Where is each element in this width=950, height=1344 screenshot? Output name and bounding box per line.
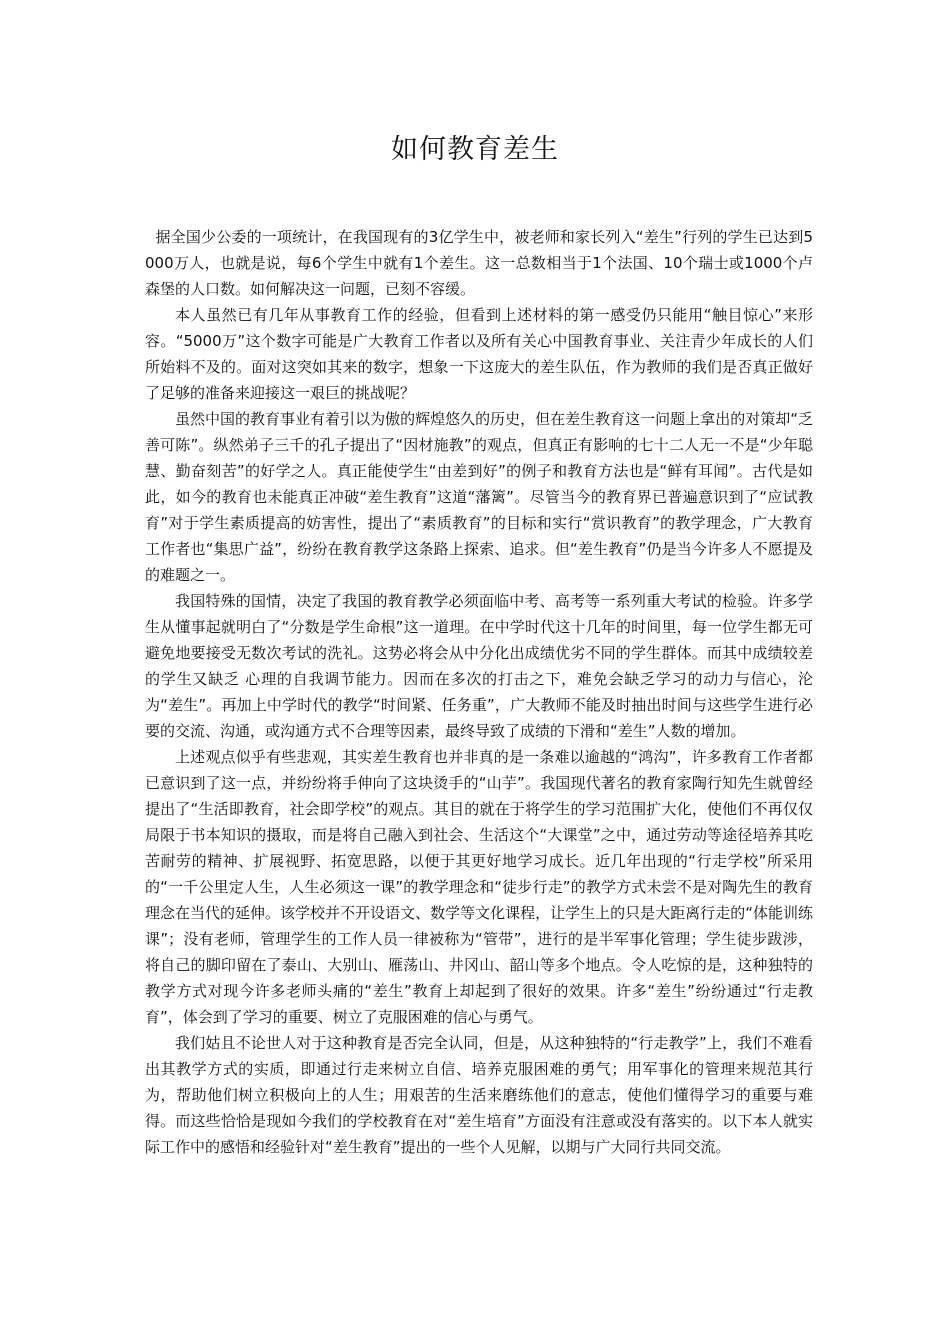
- paragraph-4: 我国特殊的国情，决定了我国的教育教学必须面临中考、高考等一系列重大考试的检验。许多学生从懂事起就明白了“分数是学生命根”这一道理。在中学时代这十几年的时间里，每一位学生都无可避免地要接受无数次考试的洗礼。这势必将会从中分化出成绩优劣不同的学生群体。而其中成绩较差的学生又缺乏 心理的自我调节能力。因而在多次的打击之下，难免会缺乏学习的动力与信心，沦为“差生”。再加上中学时代的教学“时间紧、任务重”，广大教师不能及时抽出时间与这些学生进行必要的交流、沟通，或沟通方式不合理等因素，最终导致了成绩的下滑和“差生”人数的增加。: [145, 592, 813, 740]
- paragraph-5: 上述观点似乎有些悲观，其实差生教育也并非真的是一条难以逾越的“鸿沟”，许多教育工作者都已意识到了这一点，并纷纷将手伸向了这块烫手的“山芋”。我国现代著名的教育家陶行知先生就曾经提出了“生活即教育，社会即学校”的观点。其目的就在于将学生的学习范围扩大化，使他们不再仅仅局限于书本知识的摄取，而是将自己融入到社会、生活这个“大课堂”之中，通过劳动等途径培养其吃苦耐劳的精神、扩展视野、拓宽思路，以便于其更好地学习成长。近几年出现的“行走学校”所采用的“一千公里定人生，人生必须这一课”的教学理念和“徒步行走”的教学方式未尝不是对陶先生的教育理念在当代的延伸。该学校并不开设语文、数学等文化课程，让学生上的只是大距离行走的“体能训练课”；没有老师，管理学生的工作人员一律被称为“管带”，进行的是半军事化管理；学生徒步跋涉，将自己的脚印留在了泰山、大别山、雁荡山、井冈山、韶山等多个地点。令人吃惊的是，这种独特的教学方式对现今许多老师头痛的“差生”教育上却起到了很好的效果。许多“差生”纷纷通过“行走教育”，体会到了学习的重要、树立了克服困难的信心与勇气。: [145, 748, 813, 1026]
- paragraph-2: 本人虽然已有几年从事教育工作的经验，但看到上述材料的第一感受仍只能用“触目惊心”来形容。“5000万”这个数字可能是广大教育工作者以及所有关心中国教育事业、关注青少年成长的人们所始料不及的。面对这突如其来的数字，想象一下这庞大的差生队伍，作为教师的我们是否真正做好了足够的准备来迎接这一艰巨的挑战呢？: [145, 306, 813, 402]
- paragraph-6: 我们姑且不论世人对于这种教育是否完全认同，但是，从这种独特的“行走教学”上，我们不难看出其教学方式的实质，即通过行走来树立自信、培养克服困难的勇气；用军事化的管理来规范其行为，帮助他们树立积极向上的人生；用艰苦的生活来磨练他们的意志，使他们懂得学习的重要与难得。而这些恰恰是现如今我们的学校教育在对“差生培育”方面没有注意或没有落实的。以下本人就实际工作中的感悟和经验针对“差生教育”提出的一些个人见解，以期与广大同行共同交流。: [145, 1034, 813, 1156]
- paragraph-1: 据全国少公委的一项统计，在我国现有的3亿学生中，被老师和家长列入“差生”行列的学生已达到5000万人，也就是说，每6个学生中就有1个差生。这一总数相当于1个法国、10个瑞士或1000个卢森堡的人口数。如何解决这一问题，已刻不容缓。: [145, 228, 813, 298]
- paragraph-3: 虽然中国的教育事业有着引以为傲的辉煌悠久的历史，但在差生教育这一问题上拿出的对策却“乏善可陈”。纵然弟子三千的孔子提出了“因材施教”的观点，但真正有影响的七十二人无一不是“少年聪慧、勤奋刻苦”的好学之人。真正能使学生“由差到好”的例子和教育方法也是“鲜有耳闻”。古代是如此，如今的教育也未能真正冲破“差生教育”这道“藩篱”。尽管当今的教育界已普遍意识到了“应试教育”对于学生素质提高的妨害性，提出了“素质教育”的目标和实行“赏识教育”的教学理念，广大教育工作者也“集思广益”，纷纷在教育教学这条路上探索、追求。但“差生教育”仍是当今许多人不愿提及的难题之一。: [145, 410, 813, 584]
- document-title: 如何教育差生: [391, 134, 559, 165]
- document-body: [145, 224, 813, 1160]
